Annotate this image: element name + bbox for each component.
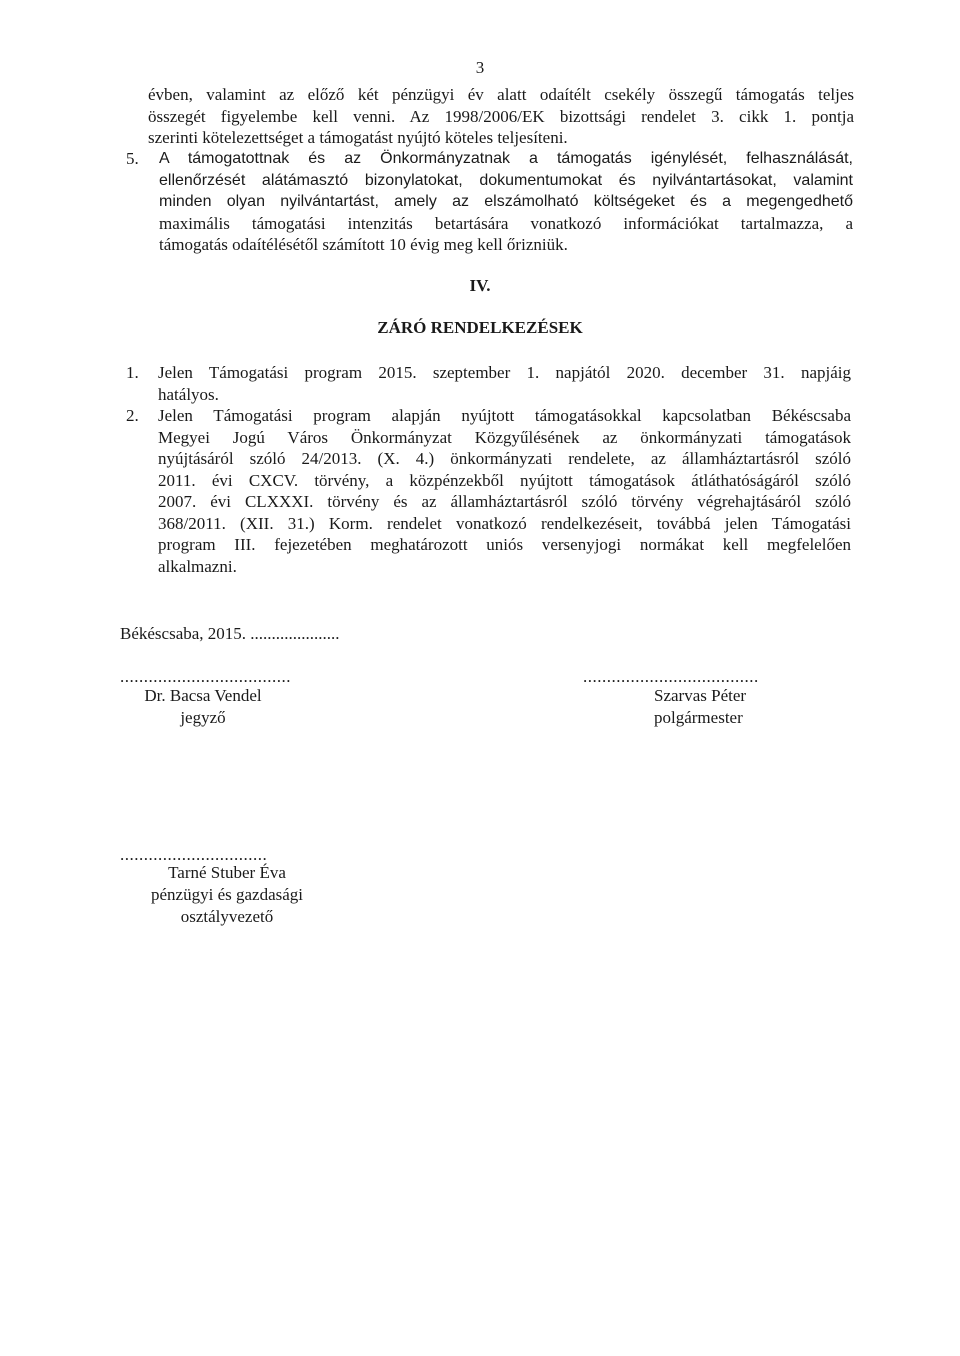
provision-number: 1. <box>126 363 139 382</box>
signatory-title-line: osztályvezető <box>180 907 274 926</box>
signatory-title: jegyző <box>180 708 226 727</box>
signatory-title: polgármester <box>654 708 743 727</box>
provision-line: 2011. évi CXCV. törvény, a közpénzekből nyújtott támogatások átláthatóságáról szóló <box>158 471 851 490</box>
provision-line: nyújtásáról szóló 24/2013. (X. 4.) önkormányzati rendelete, az államháztartásról szóló <box>158 449 851 468</box>
intro-line: összegét figyelembe kell venni. Az 1998/2006/EK bizottsági rendelet 3. cikk 1. pontja <box>148 107 854 126</box>
signature-line: ............................... <box>120 845 268 864</box>
signatory-name: Szarvas Péter <box>654 686 747 705</box>
signatory-name: Dr. Bacsa Vendel <box>144 686 262 705</box>
provision-line: alkalmazni. <box>158 557 237 576</box>
intro-line: évben, valamint az előző két pénzügyi év alatt odaítélt csekély összegű támogatás teljes <box>148 85 854 104</box>
list-item-line: maximális támogatási intenzitás betartására vonatkozó információkat tartalmazza, a <box>159 214 853 233</box>
provision-line: Jelen Támogatási program alapján nyújtott támogatásokkal kapcsolatban Békéscsaba <box>158 406 851 425</box>
provision-line: Jelen Támogatási program 2015. szeptember 1. napjától 2020. december 31. napjáig <box>158 363 851 382</box>
section-number: IV. <box>469 276 491 295</box>
provision-line: 368/2011. (XII. 31.) Korm. rendelet vonatkozó rendelkezéseit, továbbá jelen Támogatási <box>158 514 851 533</box>
list-item-line: minden olyan nyilvántartást, amely az elszámolható költségeket és a megengedhető <box>159 193 853 210</box>
signatory-title-line: pénzügyi és gazdasági <box>151 885 303 904</box>
list-item-number: 5. <box>126 149 139 168</box>
intro-line: szerinti kötelezettséget a támogatást nyújtó köteles teljesíteni. <box>148 128 568 147</box>
signature-line: ..................................... <box>583 667 759 686</box>
section-title: ZÁRÓ RENDELKEZÉSEK <box>377 318 583 337</box>
place-date: Békéscsaba, 2015. ..................... <box>120 624 340 643</box>
page-number: 3 <box>475 58 485 77</box>
provision-line: Megyei Jogú Város Önkormányzat Közgyűlésének az önkormányzati támogatások <box>158 428 851 447</box>
list-item-line: A támogatottnak és az Önkormányzatnak a támogatás igénylését, felhasználását, <box>159 150 853 167</box>
list-item-line: támogatás odaítélésétől számított 10 évig meg kell őrizniük. <box>159 235 568 254</box>
list-item-line: ellenőrzését alátámasztó bizonylatokat, dokumentumokat és nyilvántartásokat, valamint <box>159 172 853 189</box>
provision-line: program III. fejezetében meghatározott uniós versenyjogi normákat kell megfelelően <box>158 535 851 554</box>
provision-number: 2. <box>126 406 139 425</box>
signature-line: .................................... <box>120 667 291 686</box>
provision-line: 2007. évi CLXXXI. törvény és az államháztartásról szóló törvény végrehajtásáról szóló <box>158 492 851 511</box>
provision-line: hatályos. <box>158 385 219 404</box>
signatory-name: Tarné Stuber Éva <box>168 863 286 882</box>
